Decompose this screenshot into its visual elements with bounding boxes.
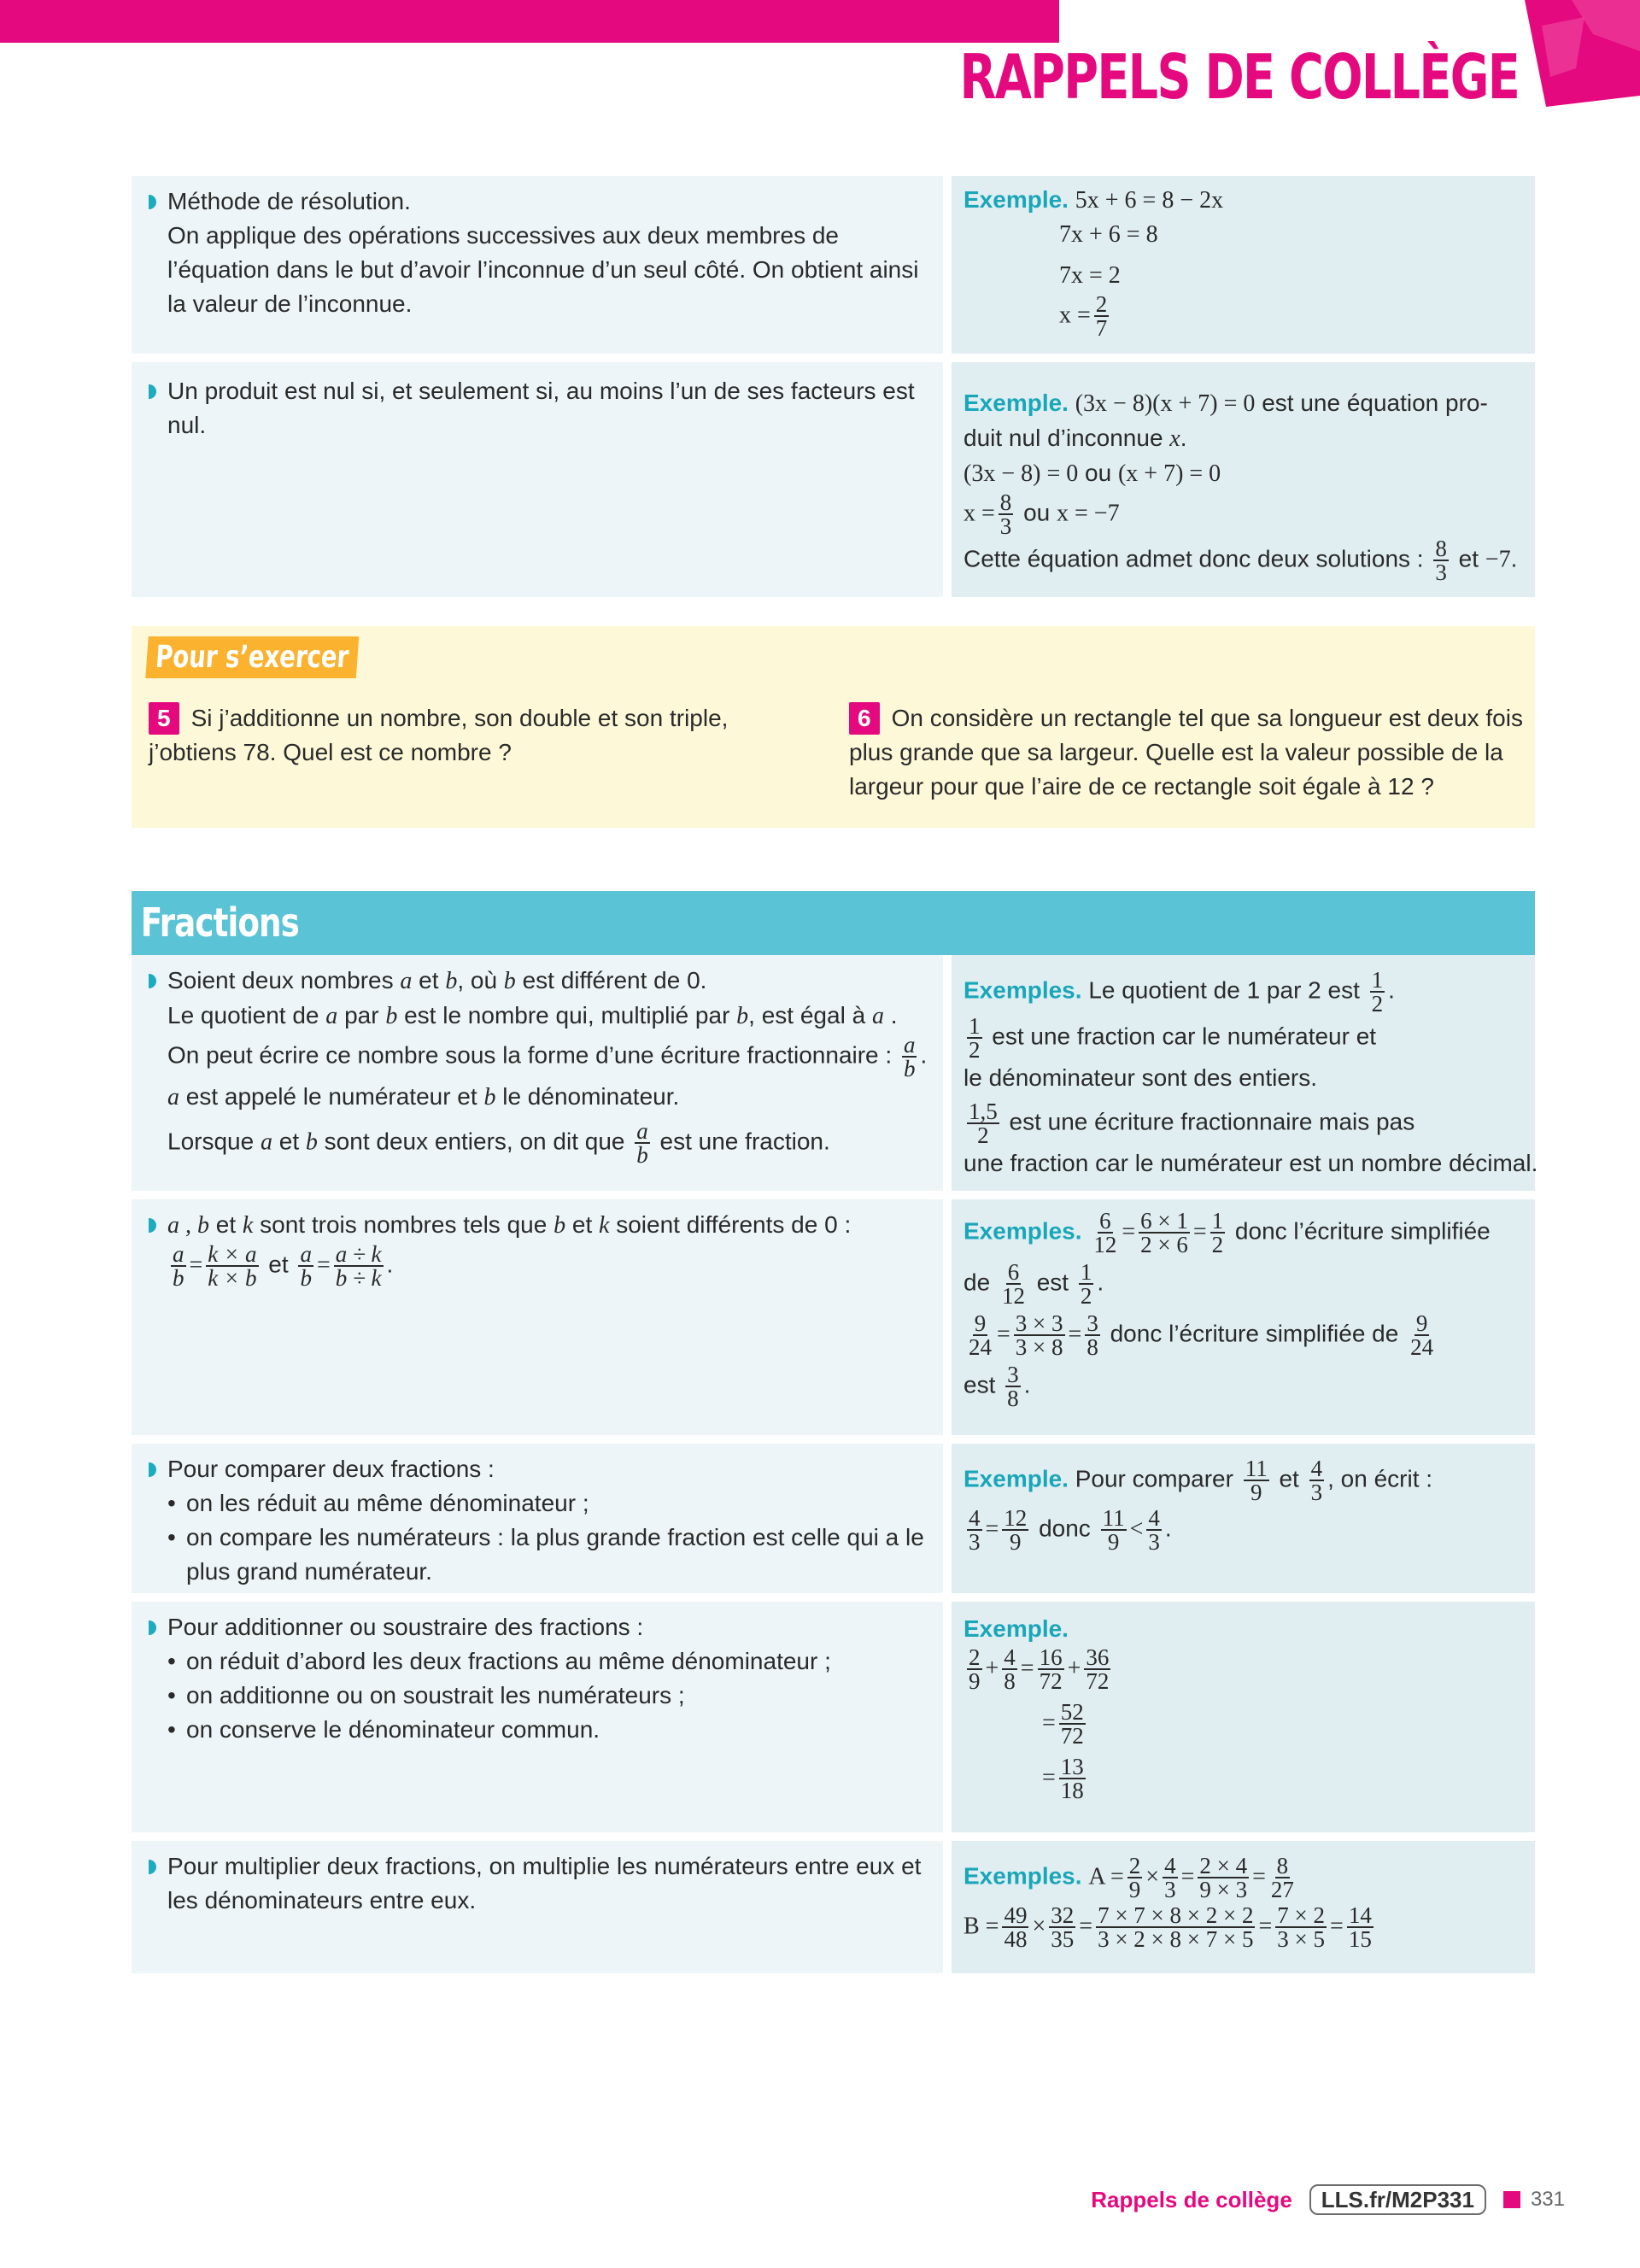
example-text: duit nul d’inconnue bbox=[964, 425, 1163, 451]
product-expr: (3x − 8)(x + 7) = 0 bbox=[1075, 390, 1256, 417]
example-text: est une équation pro- bbox=[1262, 390, 1488, 416]
list-item: • on conserve le dénominateur commun. bbox=[167, 1713, 931, 1747]
fraction: $\frac{3 \times 3}{3 \times 8}$ bbox=[1015, 1310, 1063, 1360]
footer-square-icon bbox=[1503, 2191, 1520, 2208]
fraction: $\frac{9}{24}$ bbox=[969, 1310, 992, 1360]
fraction: $\frac{3}{8}$ bbox=[1007, 1362, 1019, 1411]
rule-cell: Soient deux nombres a et b, où b est différent de 0. Le quotient de a par b est le nombre qui, multiplié par b, est égal à a . On peut écrire ce nombre sous la forme d’une écriture fractionnaire : $\frac{a}{b}$ . a est appelé le numérateur et b le dénominateur. Lorsque a et b sont deux entiers, on dit que $\frac{a}{b}$ est une fraction. bbox=[132, 955, 943, 1191]
section-title: Fractions bbox=[140, 900, 299, 946]
example-cell: Exemple. $\frac{2}{9}$ + $\frac{4}{8}$ = $\frac{16}{72}$ + $\frac{36}{72}$ = $\frac{52}{72}$ = $\frac{13}{18}$ bbox=[952, 1602, 1535, 1832]
eq-line-4 bbox=[964, 293, 1521, 339]
corner-decoration bbox=[1525, 0, 1640, 107]
example-label: Exemple. bbox=[964, 186, 1069, 213]
eq-line-1: 5x + 6 = 8 − 2x bbox=[1075, 187, 1224, 214]
fraction: $\frac{a}{b}$ bbox=[903, 1032, 916, 1081]
factor-2: (x + 7) = 0 bbox=[1117, 460, 1221, 487]
exercise-tag: Pour s’exercer bbox=[145, 636, 359, 678]
rule-cell bbox=[132, 362, 943, 597]
fraction: $\frac{52}{72}$ bbox=[1060, 1699, 1084, 1749]
solution-2: x = −7 bbox=[1057, 500, 1120, 527]
fraction: $\frac{11}{9}$ bbox=[1102, 1505, 1125, 1555]
fraction: $\frac{a}{b}$ bbox=[636, 1118, 648, 1168]
example-cell: Exemples. Le quotient de 1 par 2 est $\frac{1}{2}$ . $\frac{1}{2}$ est une fraction car le numérateur et le dénominateur sont des entiers. $\frac{1,5}{2}$ est une écriture fractionnaire mais pas une fraction car le numérateur est un nombre décimal. bbox=[952, 955, 1535, 1191]
example-label: Exemple. bbox=[964, 1615, 1069, 1642]
example-cell: Exemple. Pour comparer $\frac{11}{9}$ et $\frac{4}{3}$ , on écrit : $\frac{4}{3}$ = $\frac{12}{9}$ donc $\frac{11}{9}$ < $\frac{4}{3}$ . bbox=[952, 1444, 1535, 1593]
fraction-definition-row bbox=[132, 955, 1538, 1191]
example-cell: Exemple. (3x − 8)(x + 7) = 0 est une équation pro- duit nul d’inconnue x. (3x − 8) = 0 ou (x + 7) = 0 x = $\frac{8}{3}$ ou x = −7 Cette équation admet donc deux solutions : $\frac{8}{3}$ et −7. bbox=[952, 362, 1535, 597]
fraction: $\frac{16}{72}$ bbox=[1039, 1644, 1063, 1694]
list-item: • on réduit d’abord les deux fractions au même dénominateur ; bbox=[167, 1644, 931, 1679]
fraction: $\frac{2}{9}$ bbox=[969, 1644, 981, 1694]
eq-line-2: 7x + 6 = 8 bbox=[1059, 221, 1158, 248]
fraction-multiply-row bbox=[132, 1841, 1535, 1973]
fraction: $\frac{12}{9}$ bbox=[1004, 1505, 1028, 1555]
fraction: $\frac{4}{8}$ bbox=[1004, 1644, 1016, 1694]
footer-link-code[interactable]: LLS.fr/M2P331 bbox=[1309, 2184, 1486, 2215]
fraction: $\frac{2}{9}$ bbox=[1128, 1853, 1141, 1902]
fraction: $\frac{14}{15}$ bbox=[1348, 1902, 1372, 1952]
method-text: Méthode de résolution. On applique des opérations successives aux deux membres de l’équation dans le but d’avoir l’inconnue d’un seul côté. On obtient ainsi la valeur de l’inconnue. bbox=[149, 185, 931, 321]
exercise-5 bbox=[149, 701, 764, 770]
rule-cell bbox=[132, 1444, 943, 1593]
rule-list bbox=[149, 1644, 931, 1747]
var-x: x bbox=[1169, 425, 1180, 452]
fraction: $\frac{8}{3}$ bbox=[1435, 536, 1447, 585]
fraction: $\frac{4}{3}$ bbox=[1310, 1456, 1323, 1505]
list-item: • on les réduit au même dénominateur ; bbox=[167, 1486, 931, 1521]
example-label: Exemples. bbox=[964, 976, 1082, 1004]
fraction-add-row bbox=[132, 1602, 1535, 1832]
fraction: $\frac{13}{18}$ bbox=[1060, 1754, 1084, 1803]
page-title: RAPPELS DE COLLÈGE bbox=[959, 41, 1519, 113]
eq-lhs: x = bbox=[1059, 302, 1091, 329]
exercise-number: 5 bbox=[149, 702, 179, 735]
page-number: 331 bbox=[1530, 2188, 1565, 2211]
fraction: $\frac{6 \times 1}{2 \times 6}$ bbox=[1140, 1208, 1188, 1257]
example-label: Exemples. bbox=[964, 1217, 1082, 1245]
fraction: $\frac{36}{72}$ bbox=[1086, 1644, 1110, 1694]
fraction: $\frac{11}{9}$ bbox=[1245, 1456, 1268, 1505]
list-item: • on compare les numérateurs : la plus grande fraction est celle qui a le plus grand numérateur. bbox=[167, 1521, 931, 1589]
section-header bbox=[132, 891, 1535, 955]
exercise-box bbox=[132, 626, 1535, 828]
fraction: $\frac{4}{3}$ bbox=[969, 1505, 981, 1555]
fraction: $\frac{49}{48}$ bbox=[1004, 1902, 1028, 1952]
example-cell bbox=[952, 176, 1535, 354]
rule-cell: a , b et k sont trois nombres tels que b et k soient différents de 0 : $\frac{a}{b}$ = $\frac{k \times a}{k \times b}$ et $\frac{a}{b}$ = $\frac{a \div k}{b \div k}$ . bbox=[132, 1199, 943, 1435]
fraction: $\frac{2 \times 4}{9 \times 3}$ bbox=[1199, 1853, 1248, 1902]
example-label: Exemples. bbox=[964, 1862, 1082, 1890]
rule-cell bbox=[132, 1841, 943, 1973]
fraction: $\frac{8}{3}$ bbox=[999, 489, 1012, 539]
fraction: $\frac{7 \times 2}{3 \times 5}$ bbox=[1277, 1902, 1326, 1952]
equation-method-row bbox=[132, 176, 1535, 354]
fraction: $\frac{1}{2}$ bbox=[1211, 1208, 1224, 1257]
example-text: une fraction car le numérateur est un nombre décimal. bbox=[964, 1150, 1538, 1176]
zero-product-text: Un produit est nul si, et seulement si, au moins l’un de ses facteurs est nul. bbox=[149, 374, 931, 442]
fraction: $\frac{a}{b}$ bbox=[173, 1241, 184, 1291]
fraction: $\frac{1,5}{2}$ bbox=[969, 1099, 998, 1148]
eq-line-3: 7x = 2 bbox=[1059, 262, 1121, 289]
fraction-compare-row bbox=[132, 1444, 1535, 1593]
zero-product-row bbox=[132, 362, 1535, 597]
page-footer bbox=[1091, 2184, 1565, 2215]
factor-1: (3x − 8) = 0 bbox=[964, 460, 1079, 487]
exercise-text: Si j’additionne un nombre, son double et son triple, j’obtiens 78. Quel est ce nombre ? bbox=[149, 705, 729, 765]
exercise-number: 6 bbox=[849, 702, 880, 735]
fraction: $\frac{7 \times 7 \times 8 \times 2 \times 2}{3 \times 2 \times 8 \times 7 \times 5}$ bbox=[1098, 1902, 1254, 1952]
fraction: $\frac{9}{24}$ bbox=[1410, 1310, 1434, 1360]
footer-section-label: Rappels de collège bbox=[1091, 2186, 1292, 2212]
example-text: Cette équation admet donc deux solutions : bbox=[964, 545, 1424, 572]
fraction: $\frac{4}{3}$ bbox=[1148, 1505, 1160, 1555]
example-label: Exemple. bbox=[964, 1465, 1069, 1492]
fraction: $\frac{a}{b}$ bbox=[300, 1241, 312, 1291]
rule-text: Pour multiplier deux fractions, on multiplie les numérateurs entre eux et les dénominateurs entre eux. bbox=[149, 1849, 931, 1918]
rule-title: Pour additionner ou soustraire des fractions : bbox=[149, 1610, 931, 1644]
top-magenta-bar bbox=[0, 0, 1059, 43]
fraction: $\frac{k \times a}{k \times b}$ bbox=[208, 1241, 257, 1291]
exercise-text: On considère un rectangle tel que sa longueur est deux fois plus grande que sa largeur. Quelle est la valeur possible de la largeur pour que l’aire de ce rectangle soit égale à 12 ? bbox=[849, 705, 1523, 800]
example-text: le dénominateur sont des entiers. bbox=[964, 1064, 1318, 1091]
example-cell: Exemples. A = $\frac{2}{9}$ × $\frac{4}{3}$ = $\frac{2 \times 4}{9 \times 3}$ = $\frac{8}{27}$ B = $\frac{49}{48}$ × $\frac{32}{35}$ = $\frac{7 \times 7 \times 8 \times 2 \times 2}{3 \times 2 \times 8 \times 7 \times 5}$ = $\frac{7 \times 2}{3 \times 5}$ = $\frac{14}{15}$ bbox=[952, 1841, 1535, 1973]
fraction: $\frac{32}{35}$ bbox=[1051, 1902, 1075, 1952]
example-cell: Exemples. $\frac{6}{12}$ = $\frac{6 \times 1}{2 \times 6}$ = $\frac{1}{2}$ donc l’écriture simplifiée de $\frac{6}{12}$ est $\frac{1}{2}$ . $\frac{9}{24}$ = $\frac{3 \times 3}{3 \times 8}$ = $\frac{3}{8}$ donc l’écriture simplifiée de $\frac{9}{24}$ est $\frac{3}{8}$ . bbox=[952, 1199, 1535, 1435]
rule-cell bbox=[132, 176, 943, 354]
fraction: $\frac{2}{7}$ bbox=[1095, 291, 1108, 341]
fraction: $\frac{6}{12}$ bbox=[1093, 1208, 1117, 1257]
fraction: $\frac{a \div k}{b \div k}$ bbox=[335, 1241, 382, 1291]
fraction: $\frac{1}{2}$ bbox=[1080, 1259, 1092, 1309]
fraction: $\frac{8}{27}$ bbox=[1270, 1853, 1294, 1902]
example-label: Exemple. bbox=[964, 390, 1069, 416]
rule-list bbox=[149, 1486, 931, 1589]
fraction: $\frac{4}{3}$ bbox=[1164, 1853, 1176, 1902]
fraction: $\frac{6}{12}$ bbox=[1001, 1259, 1025, 1309]
list-item: • on additionne ou on soustrait les numérateurs ; bbox=[167, 1679, 931, 1713]
exercise-6 bbox=[849, 701, 1524, 804]
fraction: $\frac{1}{2}$ bbox=[1371, 967, 1384, 1017]
rule-cell bbox=[132, 1602, 943, 1832]
rule-title: Pour comparer deux fractions : bbox=[149, 1452, 931, 1486]
fraction: $\frac{1}{2}$ bbox=[969, 1013, 981, 1063]
fraction-simplify-row bbox=[132, 1199, 1535, 1435]
fraction: $\frac{3}{8}$ bbox=[1086, 1310, 1098, 1360]
